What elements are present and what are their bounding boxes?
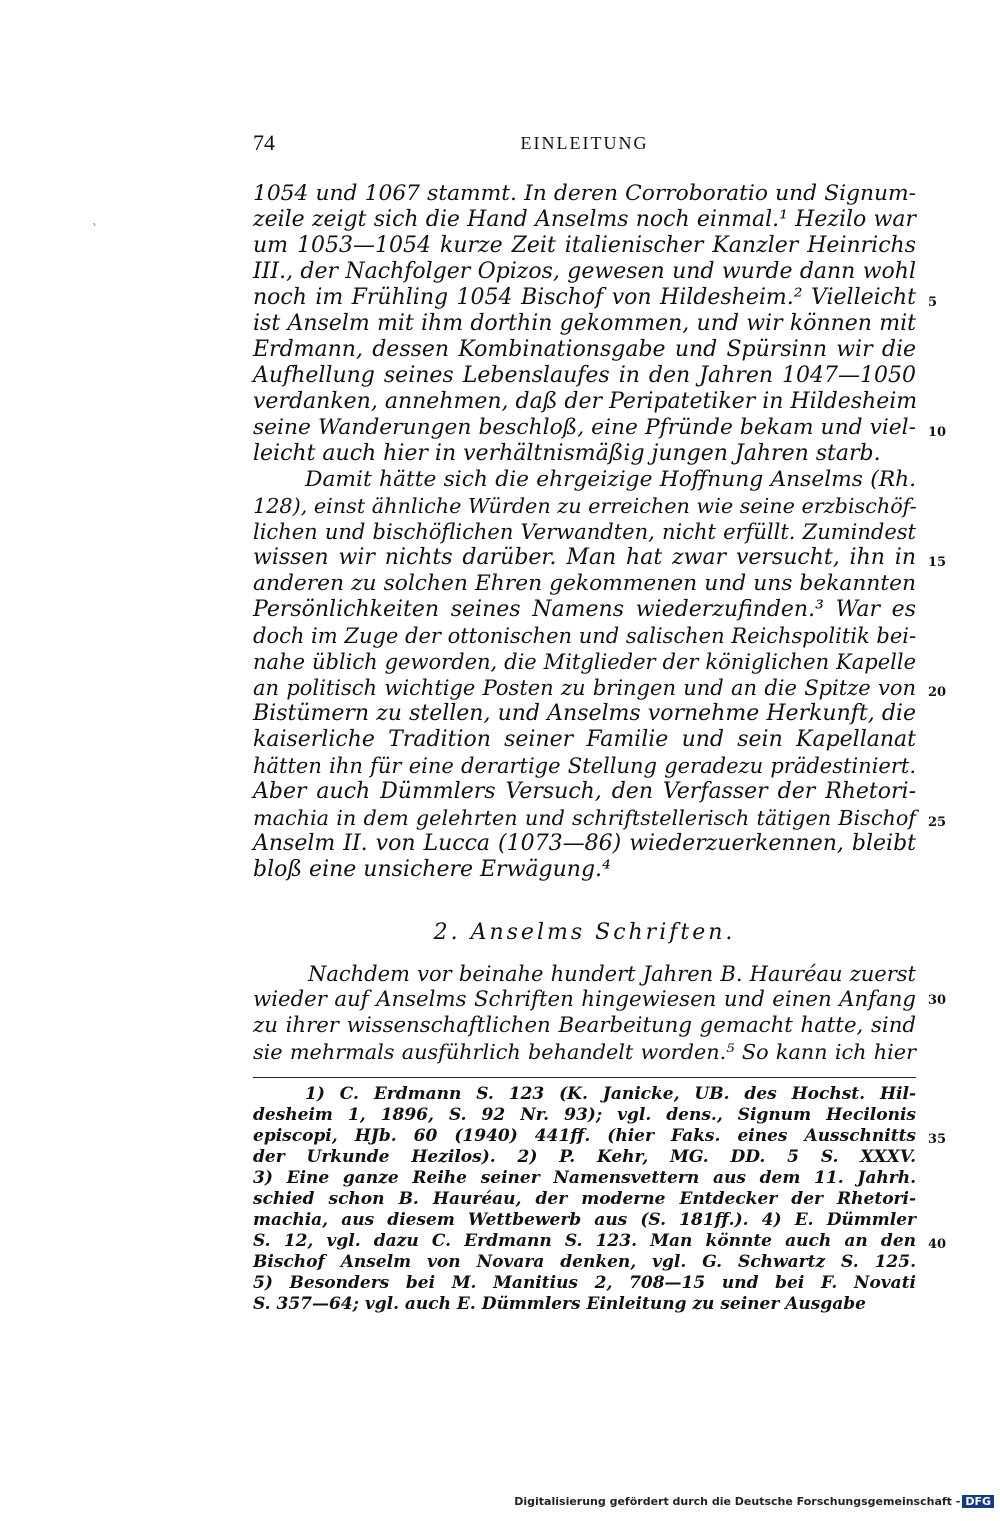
running-head: EINLEITUNG [520, 133, 649, 153]
body-line: Aufhellung seines Lebenslaufes in den Jahren 1047—1050 [253, 363, 916, 388]
footnote-line: desheim 1, 1896, S. 92 Nr. 93); vgl. dens., Signum Hecilonis [253, 1105, 916, 1125]
line-number: 5 [928, 295, 938, 310]
digitization-credit [514, 1495, 994, 1508]
body-line: Anselm II. von Lucca (1073—86) wiederzuerkennen, bleibt [253, 831, 916, 856]
line-number: 30 [928, 993, 947, 1008]
footnote-line: S. 12, vgl. dazu C. Erdmann S. 123. Man könnte auch an den [253, 1231, 916, 1251]
page-header [253, 130, 916, 160]
page-number: 74 [253, 130, 275, 155]
footnote-line: 3) Eine ganze Reihe seiner Namensvettern aus dem 11. Jahrh. [253, 1168, 916, 1188]
line-number: 15 [928, 555, 947, 570]
body-line: hätten ihn für eine derartige Stellung geradezu prädestiniert. [253, 754, 916, 778]
body-line: wissen wir nichts darüber. Man hat zwar versucht, ihn in [253, 545, 916, 570]
body-line: 128), einst ähnliche Würden zu erreichen wie seine erzbischöf- [253, 494, 917, 518]
body-line: ist Anselm mit ihm dorthin gekommen, und wir können mit [253, 311, 916, 336]
line-number: 40 [928, 1237, 947, 1252]
body-line: anderen zu solchen Ehren gekommenen und uns bekannten [253, 571, 916, 596]
line-number: 35 [928, 1132, 947, 1147]
body-line: verdanken, annehmen, daß der Peripatetiker in Hildesheim [253, 389, 918, 414]
body-line: nahe üblich geworden, die Mitglieder der königlichen Kapelle [253, 650, 916, 674]
body-line: lichen und bischöflichen Verwandten, nicht erfüllt. Zumindest [253, 520, 916, 544]
body-line: 1054 und 1067 stammt. In deren Corroboratio und Signum- [253, 181, 916, 206]
body-line: wieder auf Anselms Schriften hingewiesen und einen Anfang [253, 987, 916, 1012]
body-line: Aber auch Dümmlers Versuch, den Verfasser der Rhetori- [253, 779, 916, 804]
section-heading: 2. Anselms Schriften. [433, 920, 736, 945]
body-line: Damit hätte sich die ehrgeizige Hoffnung Anselms (Rh. [305, 467, 916, 492]
body-line: zeile zeigt sich die Hand Anselms noch einmal.¹ Hezilo war [253, 207, 916, 232]
footnote-rule [253, 1077, 916, 1078]
margin-mark: ` [92, 222, 98, 236]
line-number: 25 [928, 815, 947, 830]
body-line: leicht auch hier in verhältnismäßig jungen Jahren starb. [253, 441, 881, 466]
footnote-line: machia, aus diesem Wettbewerb aus (S. 181ff.). 4) E. Dümmler [253, 1210, 916, 1230]
body-line: sie mehrmals ausführlich behandelt worden.⁵ So kann ich hier [253, 1040, 916, 1064]
dfg-logo: DFG [962, 1495, 994, 1508]
line-number: 20 [928, 685, 947, 700]
body-line: machia in dem gelehrten und schriftstellerisch tätigen Bischof [253, 806, 916, 830]
footnote-line: der Urkunde Hezilos). 2) P. Kehr, MG. DD. 5 S. XXXV. [253, 1147, 916, 1167]
footnote-line: 1) C. Erdmann S. 123 (K. Janicke, UB. des Hochst. Hil- [305, 1084, 916, 1104]
body-line: doch im Zuge der ottonischen und salischen Reichspolitik bei- [253, 624, 917, 648]
body-line: um 1053—1054 kurze Zeit italienischer Kanzler Heinrichs [253, 233, 916, 258]
body-line: III., der Nachfolger Opizos, gewesen und wurde dann wohl [253, 259, 916, 284]
body-line: bloß eine unsichere Erwägung.⁴ [253, 857, 611, 882]
body-line: seine Wanderungen beschloß, eine Pfründe bekam und viel- [253, 415, 916, 440]
body-line: Erdmann, dessen Kombinationsgabe und Spürsinn wir die [253, 337, 916, 362]
body-line: Nachdem vor beinahe hundert Jahren B. Hauréau zuerst [308, 962, 916, 986]
body-line: zu ihrer wissenschaftlichen Bearbeitung gemacht hatte, sind [253, 1013, 916, 1038]
credit-text: Digitalisierung gefördert durch die Deutsche Forschungsgemeinschaft - [514, 1495, 961, 1508]
footnote-line: S. 357—64; vgl. auch E. Dümmlers Einleitung zu seiner Ausgabe [253, 1294, 866, 1314]
body-line: Persönlichkeiten seines Namens wiederzufinden.³ War es [253, 597, 916, 622]
footnote-line: episcopi, HJb. 60 (1940) 441ff. (hier Faks. eines Ausschnitts [253, 1126, 916, 1146]
footnote-line: 5) Besonders bei M. Manitius 2, 708—15 und bei F. Novati [253, 1273, 916, 1293]
footnote-line: schied schon B. Hauréau, der moderne Entdecker der Rhetori- [253, 1189, 916, 1209]
body-line: kaiserliche Tradition seiner Familie und sein Kapellanat [253, 727, 916, 752]
footnote-line: Bischof Anselm von Novara denken, vgl. G. Schwartz S. 125. [253, 1252, 916, 1272]
line-number: 10 [928, 425, 947, 440]
body-line: noch im Frühling 1054 Bischof von Hildesheim.² Vielleicht [253, 285, 916, 310]
body-line: an politisch wichtige Posten zu bringen und an die Spitze von [253, 676, 916, 700]
body-line: Bistümern zu stellen, und Anselms vornehme Herkunft, die [253, 701, 916, 726]
